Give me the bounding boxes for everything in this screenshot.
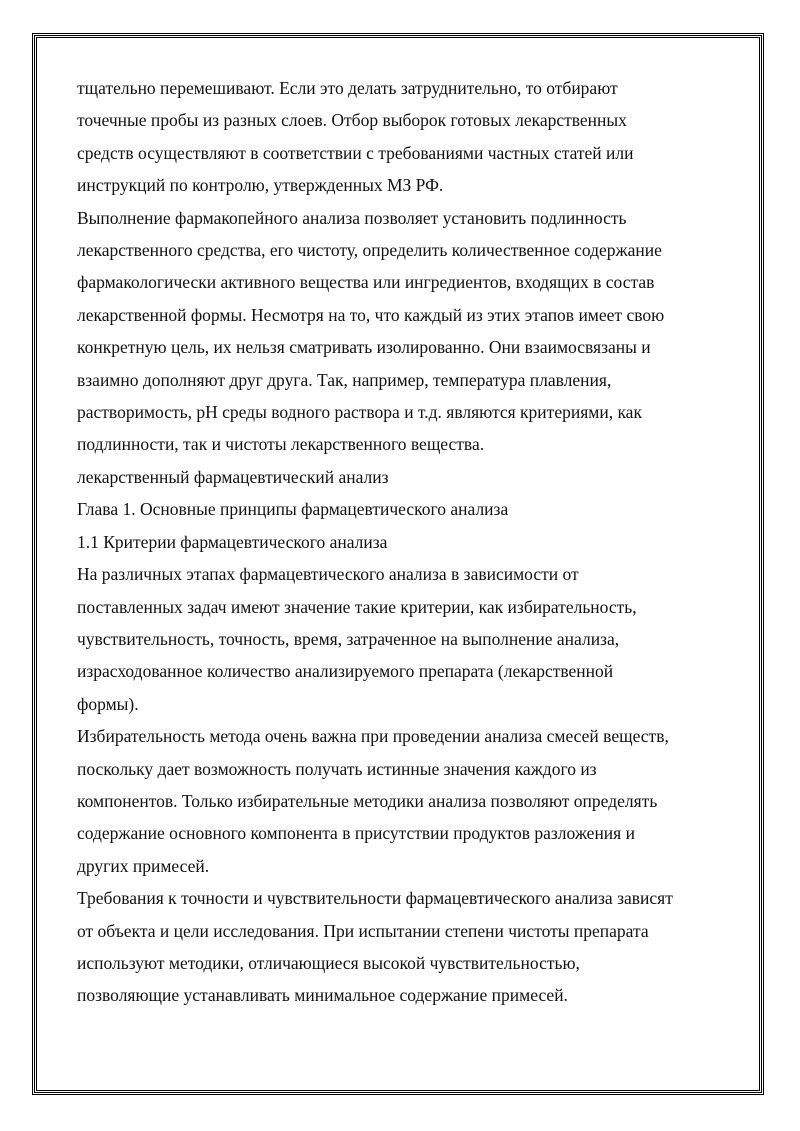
text-line: Требования к точности и чувствительности фармацевтического анализа зависят xyxy=(77,888,673,909)
text-line: инструкций по контролю, утвержденных МЗ РФ. xyxy=(77,175,444,196)
text-line: конкретную цель, их нельзя сматривать изолированно. Они взаимосвязаны и xyxy=(77,337,651,358)
keywords-line: лекарственный фармацевтический анализ xyxy=(77,466,389,487)
text-line: компонентов. Только избирательные методики анализа позволяют определять xyxy=(77,790,658,811)
text-line: точечные пробы из разных слоев. Отбор выборок готовых лекарственных xyxy=(77,110,627,131)
text-line: тщательно перемешивают. Если это делать затруднительно, то отбирают xyxy=(77,78,618,98)
text-line: лекарственной формы. Несмотря на то, что каждый из этих этапов имеет свою xyxy=(77,304,665,325)
text-line: поскольку дает возможность получать истинные значения каждого из xyxy=(77,758,597,779)
text-line: позволяющие устанавливать минимальное содержание примесей. xyxy=(77,985,568,1006)
text-line: используют методики, отличающиеся высокой чувствительностью, xyxy=(77,952,580,973)
text-line: других примесей. xyxy=(77,855,210,876)
text-line: израсходованное количество анализируемого препарата (лекарственной xyxy=(77,661,614,682)
text-line: формы). xyxy=(77,693,139,714)
text-line: средств осуществляют в соответствии с требованиями частных статей или xyxy=(77,142,634,163)
text-line: Выполнение фармакопейного анализа позволяет установить подлинность xyxy=(77,207,627,228)
document-body xyxy=(77,72,737,1012)
text-line: подлинности, так и чистоты лекарственного вещества. xyxy=(77,434,485,455)
text-line: фармакологически активного вещества или ингредиентов, входящих в состав xyxy=(77,272,655,293)
text-line: поставленных задач имеют значение такие критерии, как избирательность, xyxy=(77,596,637,617)
text-line: На различных этапах фармацевтического анализа в зависимости от xyxy=(77,564,579,585)
text-line: растворимость, pH среды водного раствора и т.д. являются критериями, как xyxy=(77,402,642,423)
text-line: Избирательность метода очень важна при проведении анализа смесей веществ, xyxy=(77,726,669,747)
text-line: взаимно дополняют друг друга. Так, например, температура плавления, xyxy=(77,369,612,390)
text-line: содержание основного компонента в присутствии продуктов разложения и xyxy=(77,823,635,844)
chapter-heading: Глава 1. Основные принципы фармацевтического анализа xyxy=(77,499,509,520)
text-line: чувствительность, точность, время, затраченное на выполнение анализа, xyxy=(77,628,620,649)
section-heading: 1.1 Критерии фармацевтического анализа xyxy=(77,531,388,552)
text-line: лекарственного средства, его чистоту, определить количественное содержание xyxy=(77,240,662,261)
text-line: от объекта и цели исследования. При испытании степени чистоты препарата xyxy=(77,920,649,941)
